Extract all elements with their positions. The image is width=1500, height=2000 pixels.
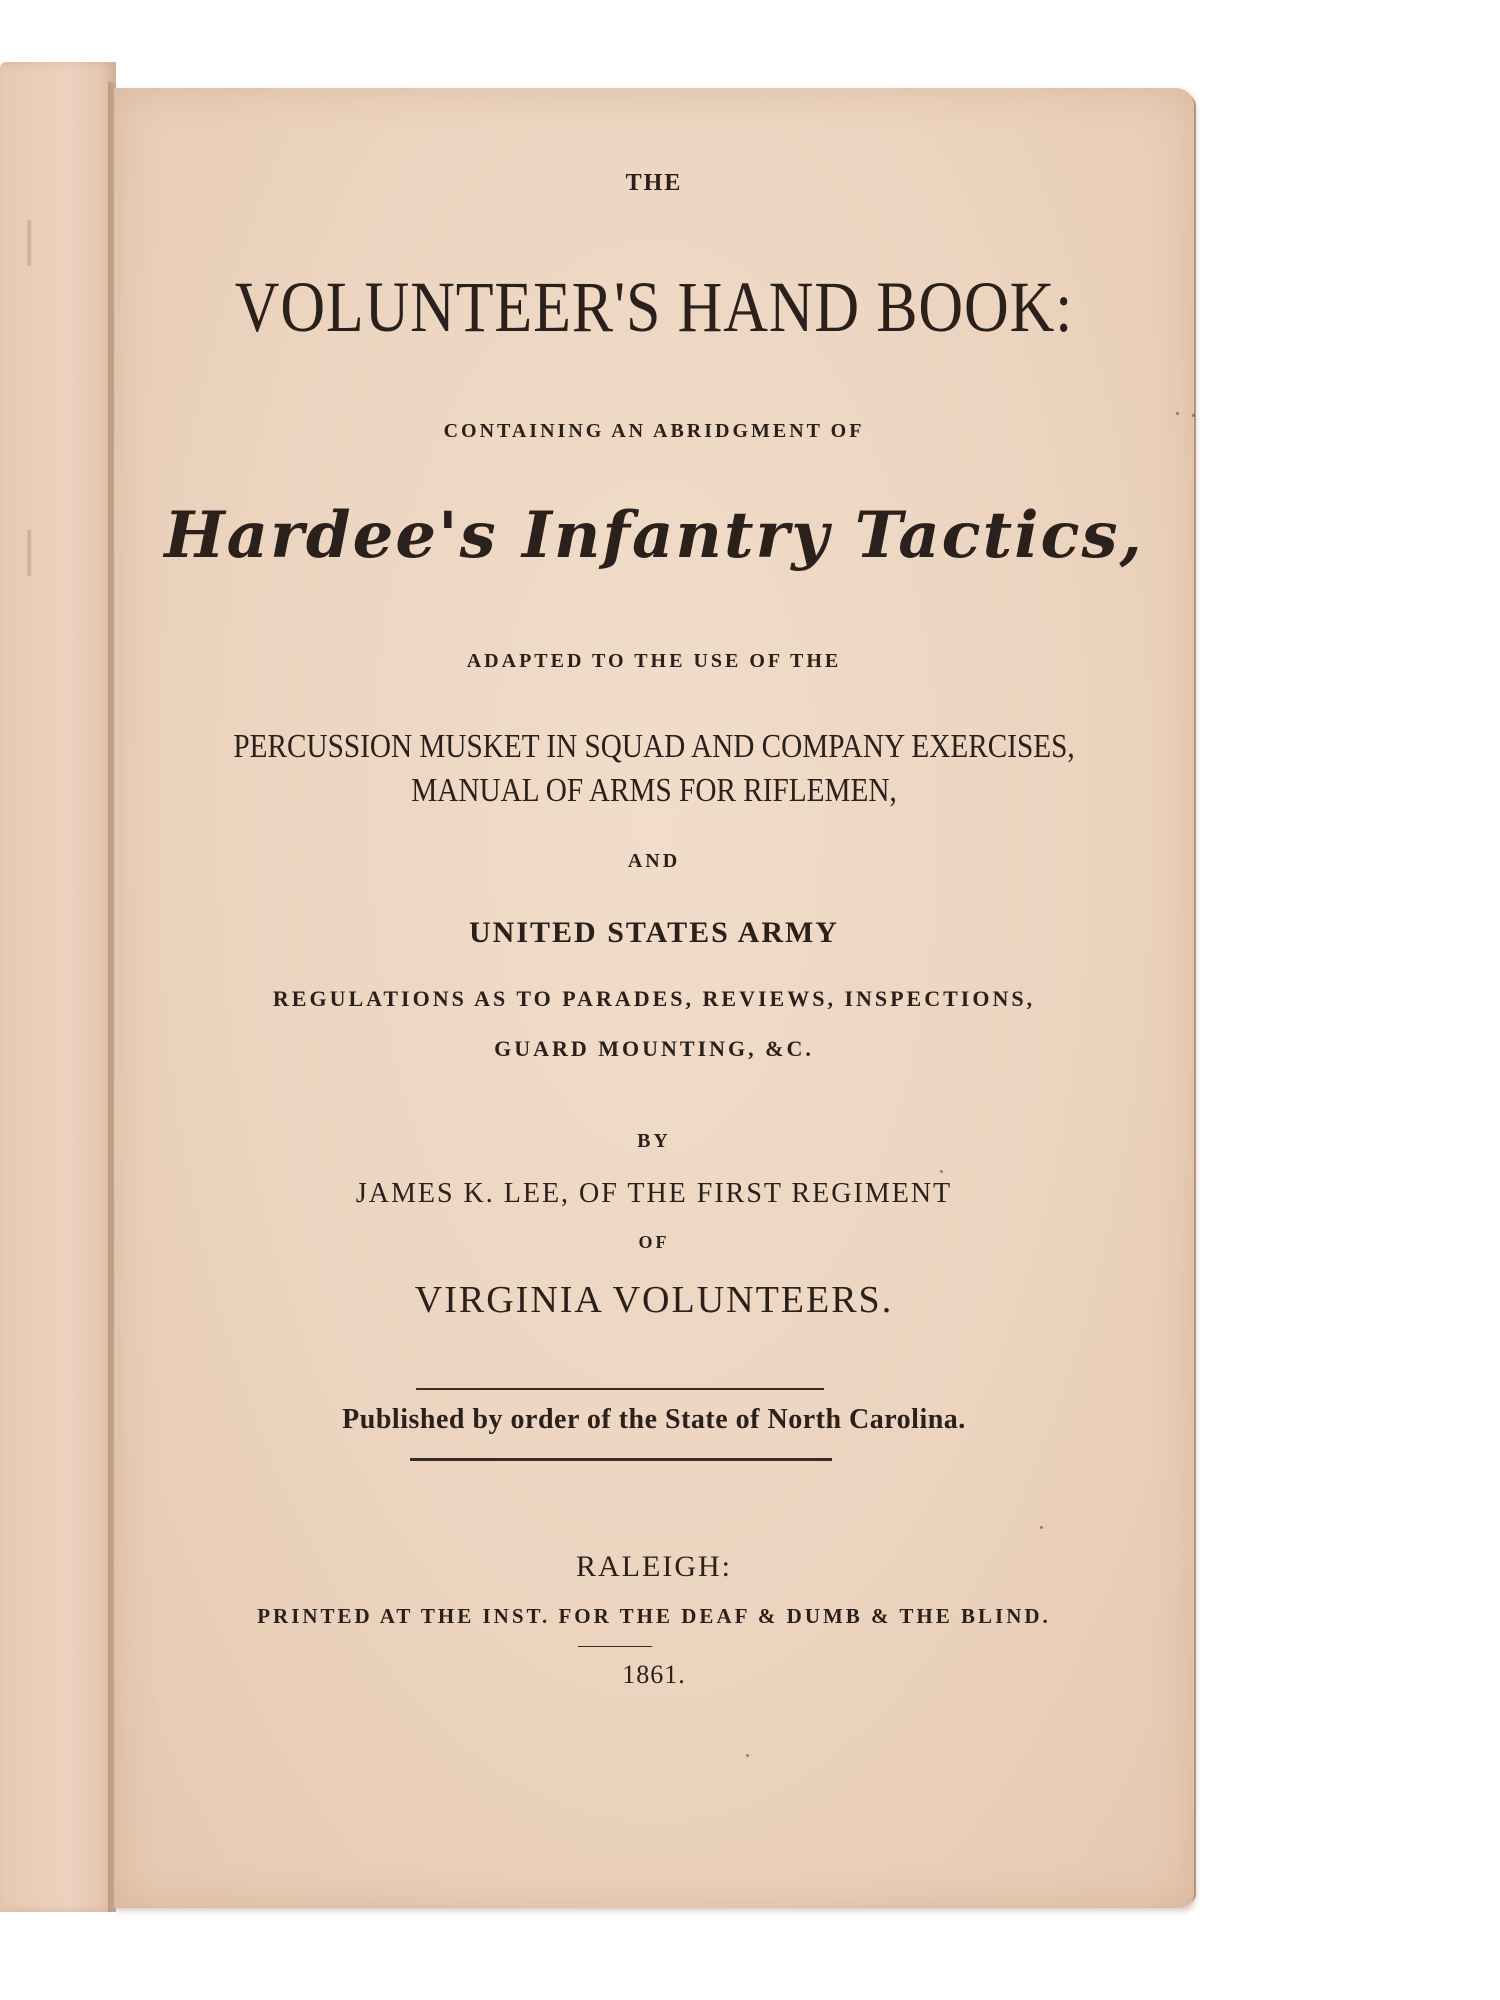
subtitle-adapted: ADAPTED TO THE USE OF THE xyxy=(466,650,842,672)
title-page xyxy=(114,88,1194,1908)
publication-note: Published by order of the State of North Carolina. xyxy=(342,1404,966,1435)
subtitle-manual: MANUAL OF ARMS FOR RIFLEMEN, xyxy=(411,772,897,809)
bleed-through-mark: ❘ xyxy=(10,524,49,575)
subtitle-regulations: REGULATIONS AS TO PARADES, REVIEWS, INSPECTIONS, xyxy=(272,986,1036,1011)
byline-by: BY xyxy=(637,1130,671,1152)
foxing-speck xyxy=(1040,1526,1043,1529)
subtitle-guard-mounting: GUARD MOUNTING, &C. xyxy=(494,1036,814,1061)
subtitle-percussion: PERCUSSION MUSKET IN SQUAD AND COMPANY EXERCISES, xyxy=(233,728,1075,765)
divider-rule xyxy=(416,1388,824,1390)
divider-rule xyxy=(578,1646,652,1647)
imprint-printer: PRINTED AT THE INST. FOR THE DEAF & DUMB & THE BLIND. xyxy=(257,1604,1051,1628)
imprint-city: RALEIGH: xyxy=(576,1550,732,1583)
main-title: VOLUNTEER'S HAND BOOK: xyxy=(234,267,1074,347)
foxing-speck xyxy=(1176,412,1179,415)
imprint-year: 1861. xyxy=(622,1660,686,1689)
subtitle-containing: CONTAINING AN ABRIDGMENT OF xyxy=(443,420,865,442)
subtitle-us-army: UNITED STATES ARMY xyxy=(469,916,839,949)
blackletter-title: Hardee's Infantry Tactics, xyxy=(164,498,1144,573)
left-facing-page xyxy=(0,62,116,1912)
author-unit: VIRGINIA VOLUNTEERS. xyxy=(414,1279,894,1321)
divider-rule xyxy=(410,1458,832,1461)
byline-of: OF xyxy=(638,1232,670,1252)
foxing-speck xyxy=(746,1754,749,1757)
conjunction-and: AND xyxy=(627,850,681,872)
foxing-speck xyxy=(940,1170,943,1173)
bleed-through-mark: ❘ xyxy=(10,214,49,265)
title-article: THE xyxy=(625,170,683,196)
author-name: JAMES K. LEE, OF THE FIRST REGIMENT xyxy=(355,1178,953,1209)
foxing-speck xyxy=(1192,414,1195,417)
